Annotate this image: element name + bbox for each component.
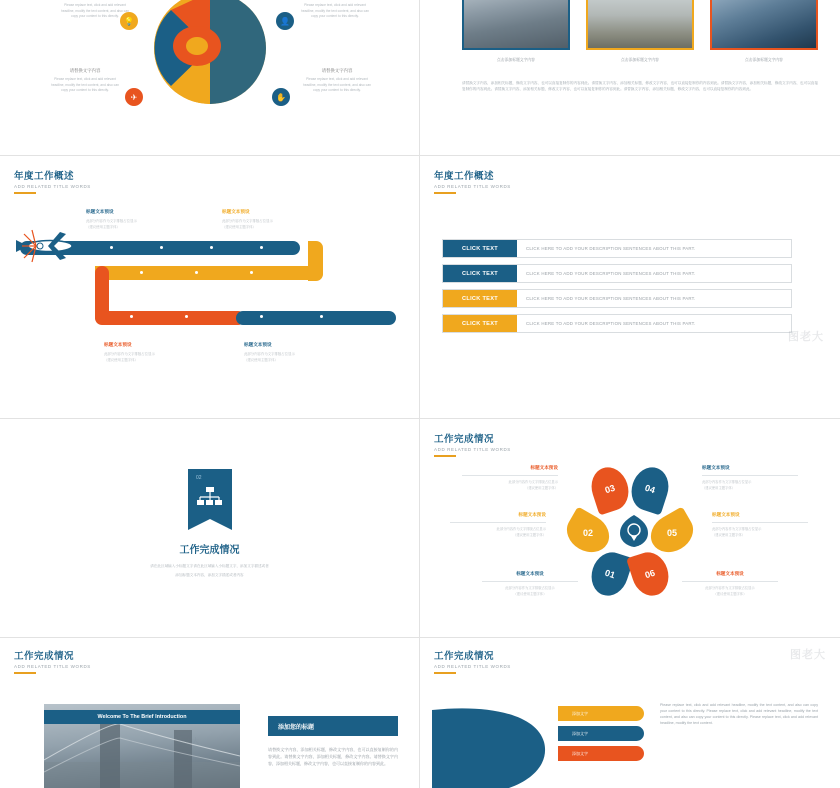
page-subtitle: ADD RELATED TITLE WORDS	[434, 664, 511, 669]
slide-badge[interactable]	[0, 419, 419, 637]
petal-02-number: 02	[582, 528, 594, 539]
badge-sub-1: 请在此区域输入小标题文字请在此区域输入小标题文字，添加文字描述或者	[150, 564, 269, 568]
road-segment-yellow	[95, 266, 323, 280]
watermark-small: 图老大	[176, 738, 200, 745]
petal-label-05-rule	[712, 522, 808, 523]
photo-city-3[interactable]	[710, 0, 818, 50]
photos-body-text: 请替换文字内容，添加相关标题，修改文字内容，也可以直接复制你的内容到此。请替换文字内容，添加相关标题，修改文字内容，也可以直接复制你的内容到此。请替换文字内容，添加相关标题，修改文字内容，也可以直接复制你的内容到此。请替换文字内容，添加相关标题，修改文字内容，也可以直接复制你的内容到此。请替换文字内容，添加相关标题，修改文字内容，也可以直接复制你的内容到此。	[462, 81, 818, 92]
roadmap-label-3-title: 标题文本预设	[104, 342, 132, 347]
petal-04-number: 04	[643, 482, 657, 496]
petal-label-01-rule	[482, 581, 578, 582]
sphere-label-1	[58, 0, 132, 20]
photo-caption-3: 点击添加标题文字内容	[745, 58, 783, 62]
roadmap-label-1	[86, 209, 196, 230]
page-subtitle: ADD RELATED TITLE WORDS	[434, 447, 511, 452]
petal-01[interactable]	[586, 548, 634, 601]
road-elbow-yellow	[308, 241, 323, 281]
roadmap-label-2-p2: （建议使用主题字体）	[222, 225, 256, 230]
petal-label-04-title: 标题文本预设	[702, 465, 730, 470]
sphere-label-2-body: Please replace text, click and add relevant headline, modify the text content, and also can copy your content to this directly.	[301, 3, 369, 19]
watermark: 图老大	[788, 331, 824, 343]
petals-title-block	[434, 431, 511, 457]
petal-01-number: 01	[603, 567, 617, 581]
petal-05-number: 05	[666, 527, 678, 538]
petal-label-06-title: 标题文本预设	[716, 571, 744, 576]
pill-3-label: 添加文字	[572, 751, 588, 756]
clicktext-button-1[interactable]: CLICK TEXT	[443, 240, 517, 257]
petal-label-03	[462, 465, 558, 492]
pill-1-label: 添加文字	[572, 711, 588, 716]
badge-sub-2: 添加标题文本内容，添加文字描述或者内容	[175, 573, 244, 577]
pill-2[interactable]	[558, 726, 644, 741]
petal-04[interactable]	[626, 463, 674, 516]
petal-03[interactable]	[586, 463, 634, 516]
sphere-label-1-body: Please replace text, click and add relevant headline, modify the text content, and also can copy your content to this directly.	[61, 3, 129, 19]
bridge-title-block	[14, 648, 91, 674]
petal-label-04	[702, 465, 798, 492]
title-underline	[14, 672, 36, 674]
sphere-label-4-body: Please replace text, click and add relevant headline, modify the text content, and also can copy your content to this directly.	[303, 77, 371, 93]
petal-label-03-rule	[462, 475, 558, 476]
petal-label-05-p2: （建议使用主题字体）	[712, 532, 745, 537]
clicktext-text-1: CLICK HERE TO ADD YOUR DESCRIPTION SENTENCES ABOUT THIS PART.	[526, 246, 696, 251]
page-title: 工作完成情况	[14, 651, 75, 662]
petal-03-number: 03	[603, 482, 617, 496]
blob-graphic	[430, 702, 560, 788]
slide-bridge[interactable]	[0, 638, 419, 788]
page-title: 年度工作概述	[434, 171, 495, 182]
bridge-body-text: 请替换文字内容，添加相关标题，修改文字内容，也可以直接复制你的内容到此。请替换文字内容，添加相关标题，修改文字内容。请替换文字内容，添加相关标题，修改文字内容，也可以直接复制你的内容到此。	[268, 747, 398, 766]
petal-label-04-p2: （建议使用主题字体）	[702, 485, 735, 490]
petal-06[interactable]	[626, 548, 674, 601]
hand-icon: ✋	[272, 88, 290, 106]
org-chart-icon	[197, 487, 223, 509]
petal-05[interactable]	[644, 506, 700, 559]
roadmap-label-1-title: 标题文本预设	[86, 209, 114, 214]
watermark: 图老大	[790, 649, 826, 661]
clicktext-button-4[interactable]: CLICK TEXT	[443, 315, 517, 332]
page-title: 年度工作概述	[14, 171, 75, 182]
user-icon: 👤	[276, 12, 294, 30]
petal-label-03-p1: 此部分内容作为文字排版占位显示	[508, 480, 558, 484]
pills-title-block	[434, 648, 511, 674]
roadmap-label-2-p1: 此部分内容作为文字排版占位显示	[222, 219, 273, 223]
clicktext-row-2[interactable]	[442, 264, 792, 283]
roadmap-label-4	[244, 342, 354, 363]
slide-sphere[interactable]	[0, 0, 419, 155]
plane-icon	[14, 224, 84, 276]
sphere-label-4	[300, 68, 374, 94]
plane-icon: ✈	[125, 88, 143, 106]
petal-label-06-rule	[682, 581, 778, 582]
petal-label-06	[682, 571, 778, 598]
roadmap-label-2-title: 标题文本预设	[222, 209, 250, 214]
roadmap-label-3-p2: （建议使用主题字体）	[104, 358, 138, 363]
petal-label-04-p1: 此部分内容作为文字排版占位显示	[702, 480, 752, 484]
sphere-label-3-title: 请替换文字内容	[69, 68, 101, 73]
clicktext-text-2: CLICK HERE TO ADD YOUR DESCRIPTION SENTENCES ABOUT THIS PART.	[526, 271, 696, 276]
slide-photos[interactable]	[420, 0, 840, 155]
page-subtitle: ADD RELATED TITLE WORDS	[14, 664, 91, 669]
petal-label-01-title: 标题文本预设	[516, 571, 544, 576]
sphere-graphic	[135, 0, 285, 116]
photo-city-1[interactable]	[462, 0, 570, 50]
badge-heading: 工作完成情况	[179, 545, 240, 556]
title-underline	[434, 455, 456, 457]
badge-number: 02	[196, 475, 202, 481]
roadmap-label-3	[104, 342, 214, 363]
petal-label-01	[482, 571, 578, 598]
petal-label-02-title: 标题文本预设	[518, 512, 546, 517]
petal-label-06-p1: 此部分内容作为文字排版占位显示	[705, 586, 755, 590]
page-title: 工作完成情况	[434, 651, 495, 662]
clicktext-button-3[interactable]: CLICK TEXT	[443, 290, 517, 307]
road-segment-orange	[95, 311, 245, 325]
clicktext-row-1[interactable]	[442, 239, 792, 258]
petal-label-02-p2: （建议使用主题字体）	[513, 532, 546, 537]
sphere-label-4-title: 请替换文字内容	[321, 68, 353, 73]
petal-label-05	[712, 512, 808, 539]
photo-caption-1: 点击添加标题文字内容	[497, 58, 535, 62]
roadmap-title-block	[14, 168, 91, 194]
roadmap-label-4-title: 标题文本预设	[244, 342, 272, 347]
roadmap-label-3-p1: 此部分内容作为文字排版占位显示	[104, 352, 155, 356]
slide-pills[interactable]	[420, 638, 840, 788]
petal-label-06-p2: （建议使用主题字体）	[713, 591, 747, 596]
sphere-label-3-body: Please replace text, click and add relevant headline, modify the text content, and also can copy your content to this directly.	[51, 77, 119, 93]
clicktext-text-3: CLICK HERE TO ADD YOUR DESCRIPTION SENTENCES ABOUT THIS PART.	[526, 296, 696, 301]
roadmap-label-1-p1: 此部分内容作为文字排版占位显示	[86, 219, 137, 223]
photo-caption-2: 点击添加标题文字内容	[621, 58, 659, 62]
petal-label-02	[450, 512, 546, 539]
petal-label-01-p2: （建议使用主题字体）	[513, 591, 547, 596]
slide-petals[interactable]	[420, 419, 840, 637]
clicktext-title-block	[434, 168, 511, 194]
petal-label-03-p2: （建议使用主题字体）	[525, 485, 558, 490]
petal-label-01-p1: 此部分内容作为文字排版占位显示	[505, 586, 555, 590]
petal-label-03-title: 标题文本预设	[530, 465, 558, 470]
sphere-label-3	[48, 68, 122, 94]
photo-city-2[interactable]	[586, 0, 694, 50]
clicktext-row-4[interactable]	[442, 314, 792, 333]
page-subtitle: ADD RELATED TITLE WORDS	[14, 184, 91, 189]
roadmap-label-1-p2: （建议使用主题字体）	[86, 225, 120, 230]
pill-1[interactable]	[558, 706, 644, 721]
clicktext-button-2[interactable]: CLICK TEXT	[443, 265, 517, 282]
bridge-ribbon-right: 添加您的标题	[268, 716, 398, 736]
title-underline	[14, 192, 36, 194]
petal-label-05-title: 标题文本预设	[712, 512, 740, 517]
clicktext-text-4: CLICK HERE TO ADD YOUR DESCRIPTION SENTENCES ABOUT THIS PART.	[526, 321, 696, 326]
roadmap-label-2	[222, 209, 332, 230]
slide-clicktext[interactable]	[420, 156, 840, 418]
roadmap-label-4-p2: （建议使用主题字体）	[244, 358, 278, 363]
roadmap-label-4-p1: 此部分内容作为文字排版占位显示	[244, 352, 295, 356]
leaf-shield-icon	[617, 514, 651, 548]
title-underline	[434, 672, 456, 674]
pill-3[interactable]	[558, 746, 644, 761]
petal-06-number: 06	[643, 567, 657, 581]
pill-2-label: 添加文字	[572, 731, 588, 736]
lightbulb-icon: 💡	[120, 12, 138, 30]
petal-label-02-rule	[450, 522, 546, 523]
sphere-label-2	[298, 0, 372, 20]
clicktext-row-3[interactable]	[442, 289, 792, 308]
page-subtitle: ADD RELATED TITLE WORDS	[434, 184, 511, 189]
page-title: 工作完成情况	[434, 434, 495, 445]
bridge-ribbon-left: Welcome To The Brief Introduction	[44, 710, 240, 724]
title-underline	[434, 192, 456, 194]
petal-label-05-p1: 此部分内容作为文字排版占位显示	[712, 527, 762, 531]
petal-label-02-p1: 此部分内容作为文字排版占位显示	[496, 527, 546, 531]
pills-body-text: Please replace text, click and add relevant headline, modify the text content, and also can copy your content to this directly. Please replace text, click and add relevant headline, modify the text content, and also can copy your content to this directly. Please replace text, click and add relevant headline, modify the text content.	[660, 703, 818, 726]
petal-label-04-rule	[702, 475, 798, 476]
road-segment-blue-bottom	[236, 311, 396, 325]
slide-roadmap[interactable]	[0, 156, 419, 418]
